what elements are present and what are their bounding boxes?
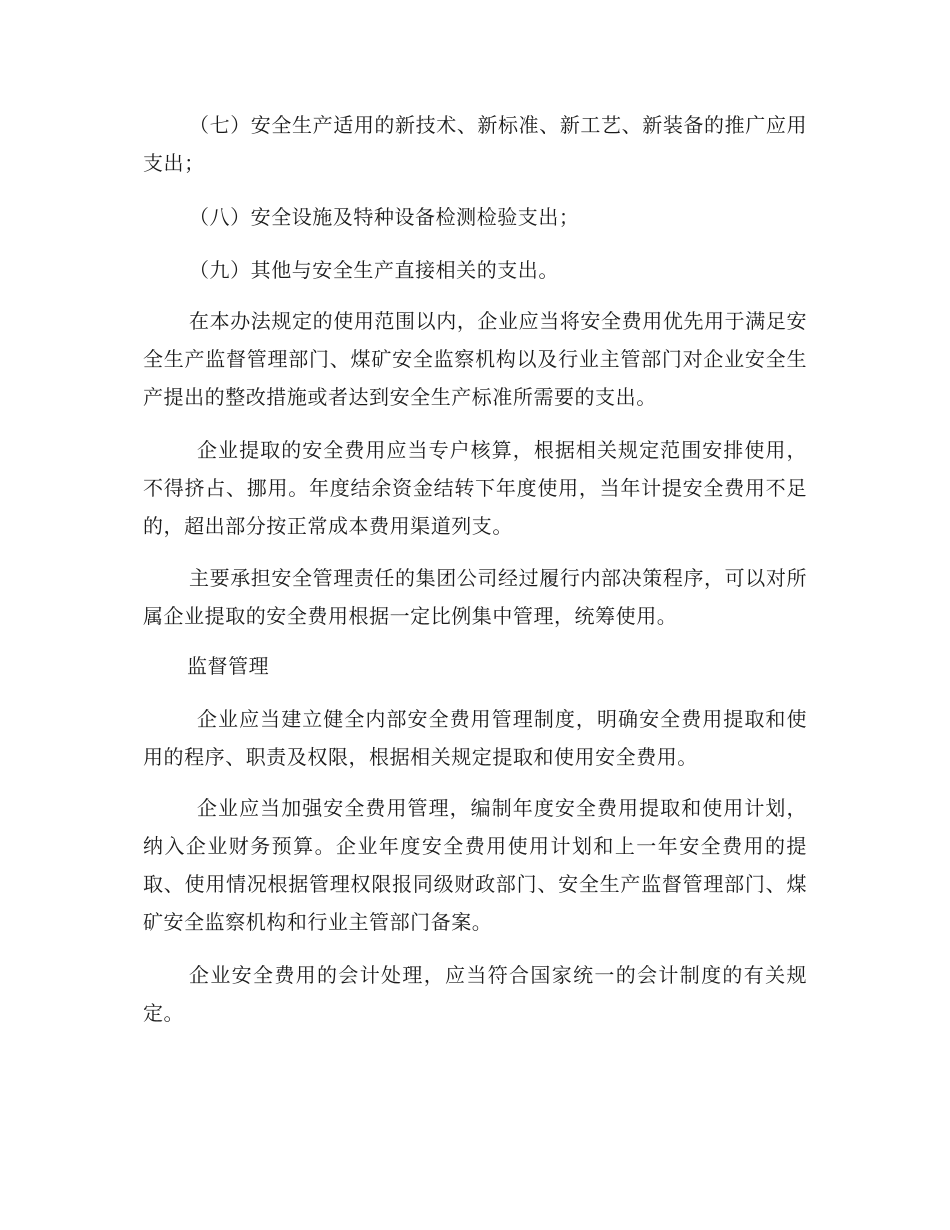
section-heading: 监督管理 <box>187 654 270 678</box>
paragraph-item-8: （八）安全设施及特种设备检测检验支出； <box>189 205 580 229</box>
paragraph-annual-plan: 企业应当加强安全费用管理，编制年度安全费用提取和使用计划，纳入企业财务预算。企业年度安全费用使用计划和上一年安全费用的提取、使用情况根据管理权限报同级财政部门、安全生产监督管理部门、煤矿安全监察机构和行业主管部门备案。 <box>143 796 807 934</box>
paragraph-accounting: 企业安全费用的会计处理，应当符合国家统一的会计制度的有关规定。 <box>143 963 807 1025</box>
paragraph-group-management: 主要承担安全管理责任的集团公司经过履行内部决策程序，可以对所属企业提取的安全费用根据一定比例集中管理，统筹使用。 <box>143 566 807 628</box>
paragraph-priority-use: 在本办法规定的使用范围以内，企业应当将安全费用优先用于满足安全生产监督管理部门、煤矿安全监察机构以及行业主管部门对企业安全生产提出的整改措施或者达到安全生产标准所需要的支出。 <box>143 309 807 409</box>
paragraph-item-9: （九）其他与安全生产直接相关的支出。 <box>189 258 559 282</box>
paragraph-item-7: （七）安全生产适用的新技术、新标准、新工艺、新装备的推广应用支出； <box>143 113 807 175</box>
paragraph-dedicated-account: 企业提取的安全费用应当专户核算，根据相关规定范围安排使用，不得挤占、挪用。年度结余资金结转下年度使用，当年计提安全费用不足的，超出部分按正常成本费用渠道列支。 <box>143 438 807 538</box>
paragraph-internal-system: 企业应当建立健全内部安全费用管理制度，明确安全费用提取和使用的程序、职责及权限，根据相关规定提取和使用安全费用。 <box>143 707 807 769</box>
